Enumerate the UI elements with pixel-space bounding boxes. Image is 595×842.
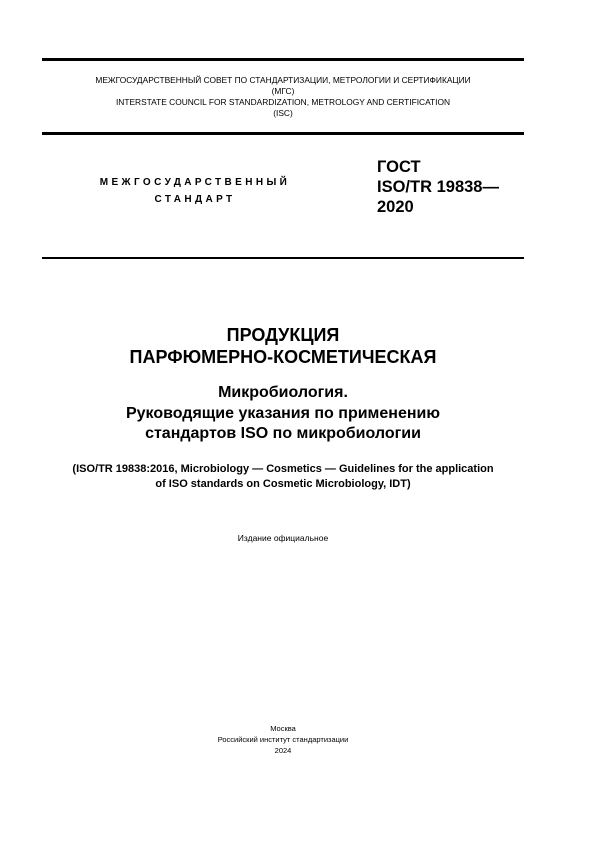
imprint — [42, 723, 524, 756]
imprint-year: 2024 — [274, 746, 292, 755]
imprint-city: Москва — [270, 724, 296, 733]
council-abbr-ru: (МГС) — [271, 86, 295, 96]
designation-line3: 2020 — [377, 198, 414, 216]
middle-rule — [42, 132, 524, 135]
edition-note: Издание официальное — [237, 533, 329, 543]
international-reference — [42, 462, 524, 492]
council-name-ru: МЕЖГОСУДАРСТВЕННЫЙ СОВЕТ ПО СТАНДАРТИЗАЦИИ, МЕТРОЛОГИИ И СЕРТИФИКАЦИИ — [95, 75, 471, 85]
subtitle-line1: Микробиология. — [218, 384, 348, 401]
standard-kind-line2: СТАНДАРТ — [154, 194, 236, 205]
council-name-en: INTERSTATE COUNCIL FOR STANDARDIZATION, METROLOGY AND CERTIFICATION — [115, 97, 451, 107]
subtitle-line2: Руководящие указания по применению — [125, 404, 441, 422]
document-subtitle — [42, 383, 524, 445]
standard-kind-line1: МЕЖГОСУДАРСТВЕННЫЙ — [99, 177, 291, 188]
intl-line2: of ISO standards on Cosmetic Microbiology, IDT) — [155, 478, 411, 490]
council-header — [42, 75, 524, 119]
bottom-rule — [42, 257, 524, 259]
standard-designation — [377, 157, 499, 217]
council-abbr-en: (ISC) — [273, 108, 293, 118]
subtitle-line3: стандартов ISO по микробиологии — [145, 425, 421, 442]
standard-kind — [60, 174, 330, 208]
document-title — [42, 324, 524, 368]
intl-line1: (ISO/TR 19838:2016, Microbiology — Cosmetics — Guidelines for the application — [72, 463, 494, 475]
title-line1: ПРОДУКЦИЯ — [226, 325, 340, 345]
top-rule — [42, 58, 524, 61]
designation-line2: ISO/TR 19838— — [377, 178, 499, 196]
title-line2: ПАРФЮМЕРНО-КОСМЕТИЧЕСКАЯ — [129, 347, 437, 367]
imprint-publisher: Российский институт стандартизации — [217, 735, 349, 744]
designation-line1: ГОСТ — [377, 158, 421, 176]
